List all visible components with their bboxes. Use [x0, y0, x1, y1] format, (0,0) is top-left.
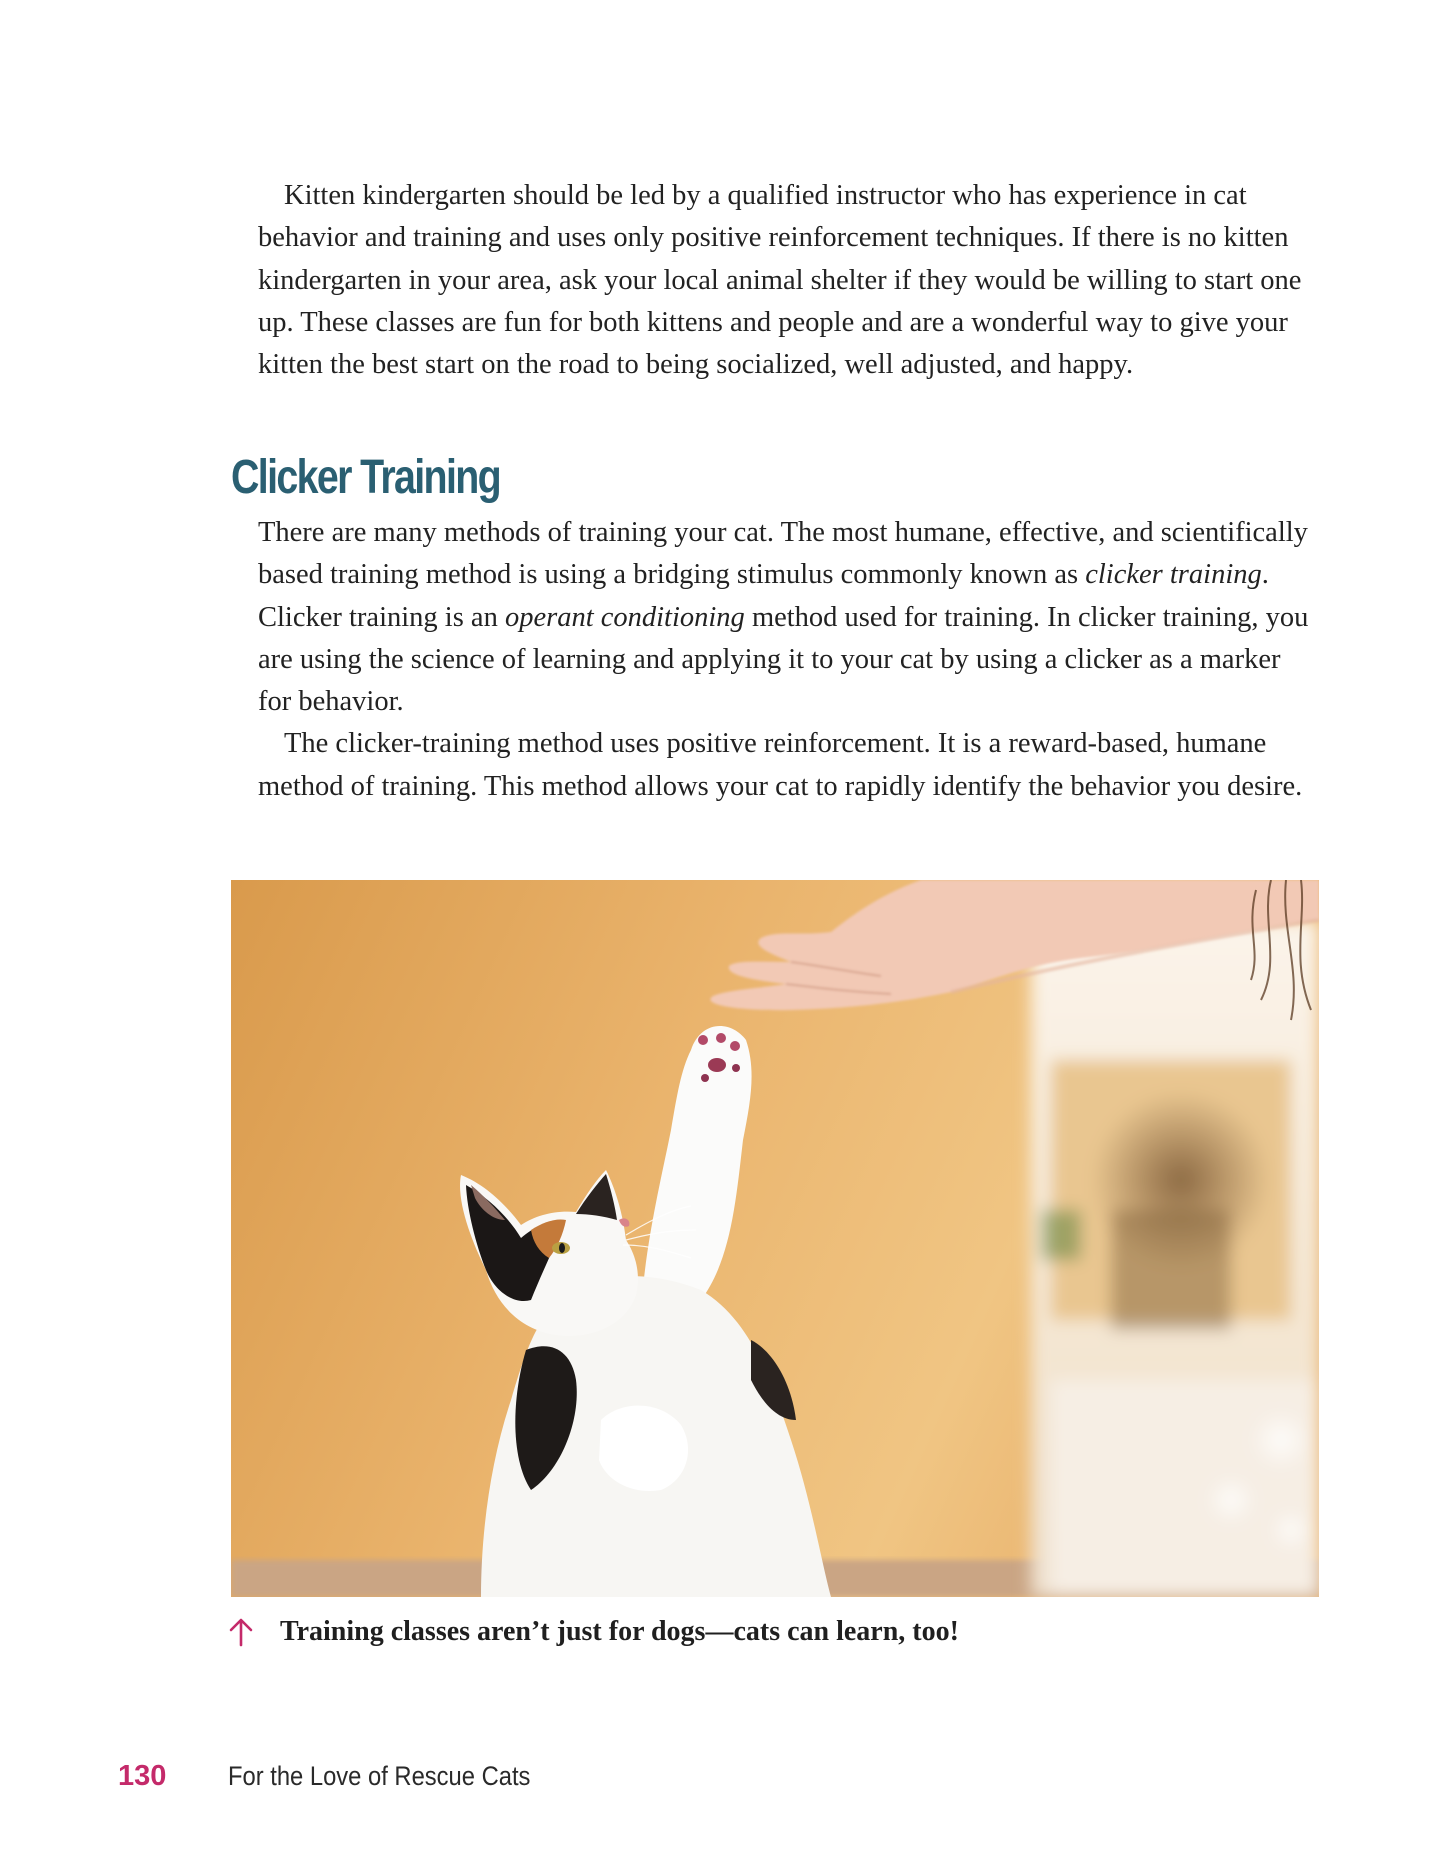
section-paragraph-2: The clicker-training method uses positive reinforcement. It is a reward-based, humane method of training. This method allows your cat to rapidly identify the behavior you desire. — [258, 728, 1303, 802]
paragraph-1-text-a: There are many methods of training your cat. The most humane, effective, and scientifically based training method is using a bridging stimulus commonly known as — [258, 517, 1308, 591]
term-operant-conditioning: operant conditioning — [504, 601, 745, 633]
caption-text: Training classes aren’t just for dogs—cats can learn, too! — [280, 1616, 959, 1647]
book-title: For the Love of Rescue Cats — [228, 1760, 531, 1791]
arrow-up-icon — [228, 1617, 254, 1647]
page-number: 130 — [118, 1759, 167, 1792]
section-heading: Clicker Training — [231, 451, 501, 504]
term-clicker-training: clicker training — [1085, 559, 1262, 591]
paragraph-1-text-b: . Clicker training is an — [258, 559, 1269, 633]
page-footer — [118, 1754, 572, 1798]
section-paragraph-1 — [258, 512, 1320, 723]
intro-text-block — [258, 175, 1320, 386]
cat-training-photo — [231, 880, 1319, 1597]
intro-paragraph: Kitten kindergarten should be led by a qualified instructor who has experience in cat behavior and training and uses only positive reinforcement techniques. If there is no kitten kindergarten in your area, ask your local animal shelter if they would be willing to start one up. These classes are fun for both kittens and people and are a wonderful way to give your kitten the best start on the road to being socialized, well adjusted, and happy. — [258, 180, 1302, 381]
paragraph-1-text-c: method used for training. In clicker training, you are using the science of learning and applying it to your cat by using a clicker as a marker for behavior. — [258, 601, 1309, 718]
photo-caption — [228, 1612, 959, 1652]
section-body — [258, 512, 1320, 808]
